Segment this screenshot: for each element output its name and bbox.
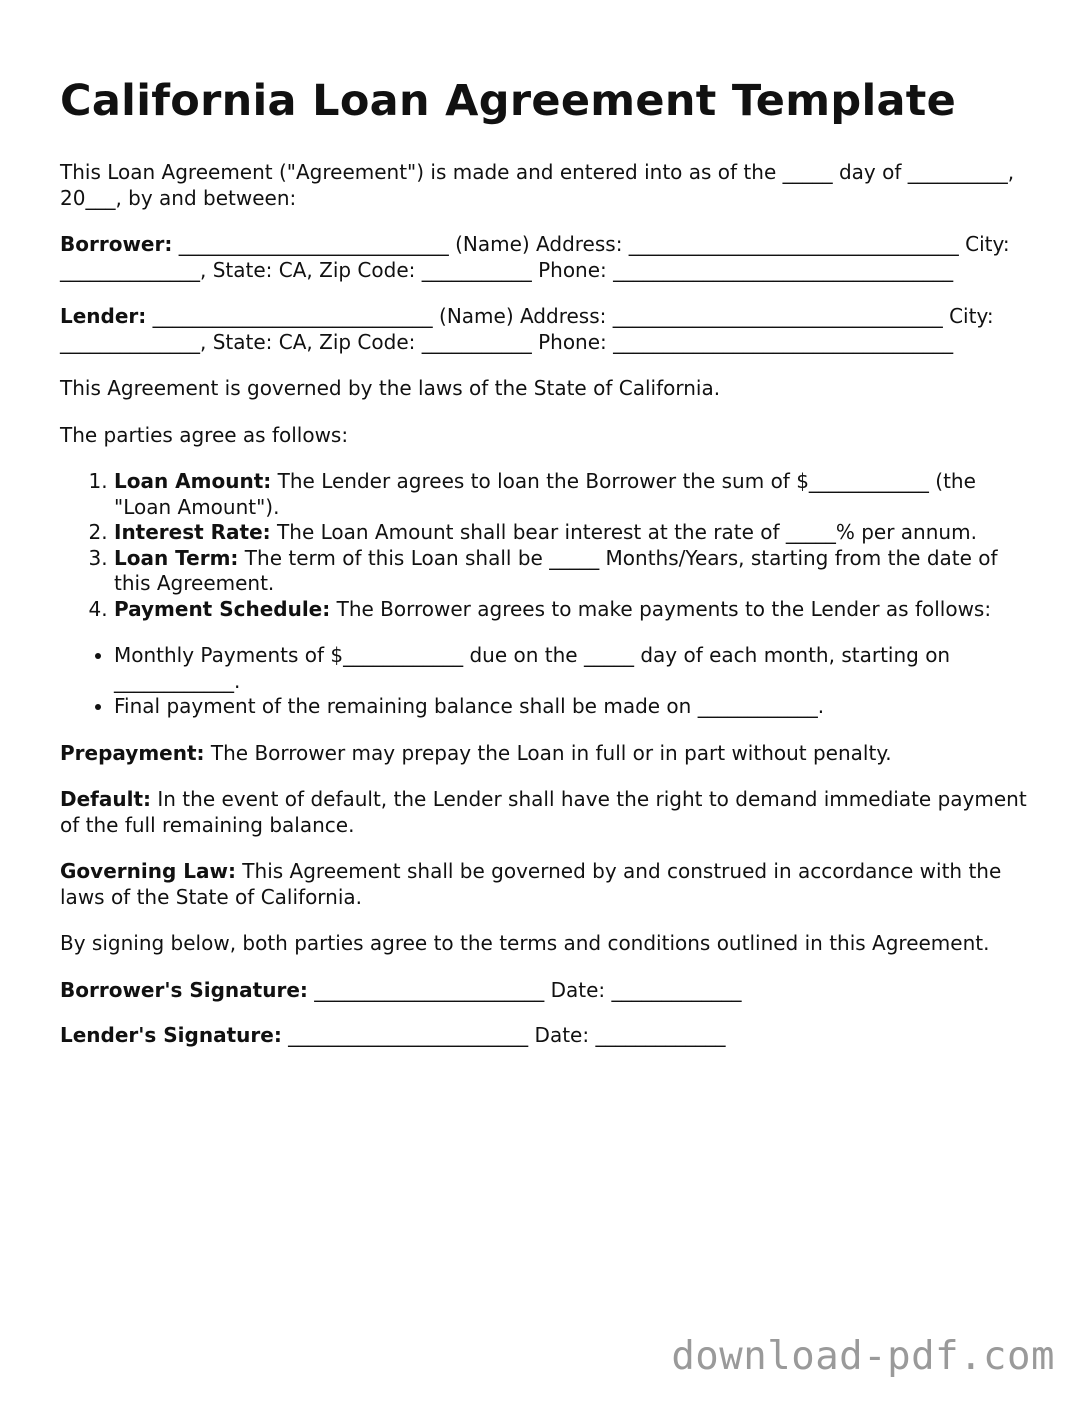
term-label: Payment Schedule:: [114, 596, 331, 621]
default-label: Default:: [60, 787, 152, 811]
watermark: download-pdf.com: [671, 1334, 1055, 1379]
term-text: The term of this Loan shall be _____ Months/Years, starting from the date of this Agreement.: [114, 545, 998, 595]
document-page: [60, 72, 1035, 1069]
lender-label: Lender:: [60, 304, 147, 328]
borrower-signature-label: Borrower's Signature:: [60, 977, 308, 1002]
term-label: Loan Term:: [114, 545, 239, 570]
governing-law-text: This Agreement shall be governed by and construed in accordance with the laws of the State of California.: [60, 859, 1002, 909]
borrower-signature-line: [60, 978, 1035, 1004]
term-text: The Borrower agrees to make payments to the Lender as follows:: [330, 596, 992, 621]
term-item-payment-schedule: [114, 597, 1035, 623]
borrower-fields: ___________________________ (Name) Address: _________________________________ City: ______________, State: CA, Zip Code: ___________ Phone: __________________________________: [60, 232, 1010, 282]
closing-paragraph: By signing below, both parties agree to the terms and conditions outlined in this Agreement.: [60, 931, 990, 955]
prepayment-paragraph: [60, 741, 1035, 767]
lender-signature-fields: ________________________ Date: _____________: [281, 1023, 726, 1047]
term-label: Loan Amount:: [114, 469, 272, 493]
default-paragraph: [60, 787, 1035, 838]
terms-list: [60, 469, 1035, 622]
document-title: California Loan Agreement Template: [60, 76, 957, 126]
payment-item-final: • Final payment of the remaining balance shall be made on ____________.: [114, 694, 1035, 720]
governing-law-paragraph: [60, 859, 1035, 910]
term-text: The Loan Amount shall bear interest at the rate of _____% per annum.: [270, 520, 977, 544]
default-text: In the event of default, the Lender shall have the right to demand immediate payment of the full remaining balance.: [60, 787, 1027, 837]
lender-signature-line: [60, 1023, 1035, 1049]
term-item-loan-term: [114, 546, 1035, 597]
borrower-label: Borrower:: [60, 232, 173, 256]
lender-fields: ____________________________ (Name) Address: _________________________________ City: ______________, State: CA, Zip Code: ___________ Phone: __________________________________: [60, 304, 994, 354]
term-label: Interest Rate:: [114, 520, 271, 544]
term-text: The Lender agrees to loan the Borrower the sum of $____________ (the "Loan Amount").: [114, 469, 976, 519]
intro-paragraph: This Loan Agreement ("Agreement") is made and entered into as of the _____ day of __________, 20___, by and between:: [60, 160, 1015, 210]
lender-block: [60, 304, 1035, 355]
term-item-loan-amount: [114, 469, 1035, 520]
payment-item-monthly: • Monthly Payments of $____________ due on the _____ day of each month, starting on ____________.: [114, 643, 1035, 694]
term-item-interest-rate: [114, 520, 1035, 546]
borrower-signature-fields: _______________________ Date: _____________: [307, 977, 742, 1002]
borrower-block: [60, 232, 1035, 283]
prepayment-text: The Borrower may prepay the Loan in full or in part without penalty.: [204, 740, 892, 765]
governed-statement: This Agreement is governed by the laws of the State of California.: [60, 376, 721, 400]
governing-law-label: Governing Law:: [60, 859, 236, 883]
lender-signature-label: Lender's Signature:: [60, 1023, 282, 1047]
parties-agree-statement: The parties agree as follows:: [60, 422, 349, 447]
payments-list: [60, 643, 1035, 720]
prepayment-label: Prepayment:: [60, 740, 205, 765]
